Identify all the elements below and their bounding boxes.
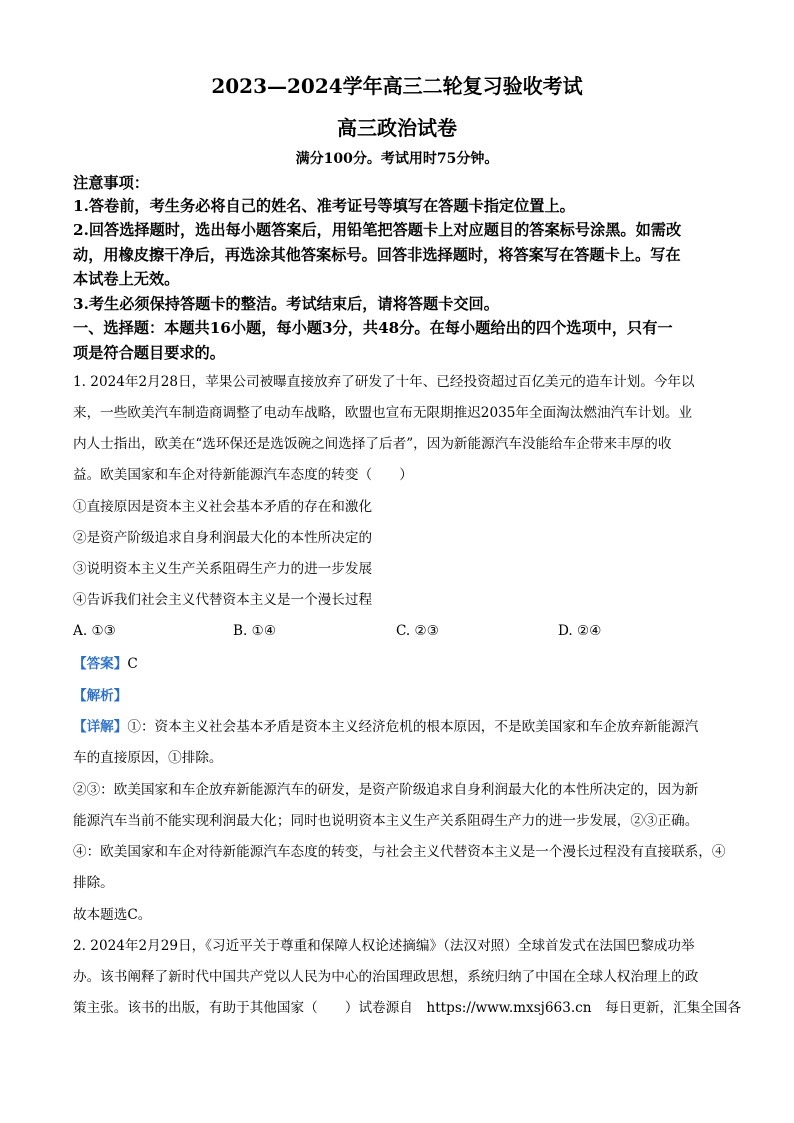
detail-text-1: ①：资本主义社会基本矛盾是资本主义经济危机的根本原因，不是欧美国家和车企放弃新能源汽 <box>127 719 699 735</box>
q1-detail-line-6: 排除。 <box>73 875 114 891</box>
note-2-line-3: 本试卷上无效。 <box>73 270 180 288</box>
q1-option-c: C. ②③ <box>396 623 439 639</box>
q1-statement-3: ③说明资本主义生产关系阻碍生产力的进一步发展 <box>73 561 373 577</box>
q1-stem-line-4: 益。欧美国家和车企对待新能源汽车态度的转变（ ） <box>73 467 413 483</box>
q1-stem-line-3: 内人士指出，欧美在“选环保还是选饭碗之间选择了后者”，因为新能源汽车没能给车企带来丰厚的收 <box>73 436 672 452</box>
q1-detail-line-5: ④：欧美国家和车企对待新能源汽车态度的转变，与社会主义代替资本主义是一个漫长过程没有直接联系，④ <box>73 844 726 860</box>
q1-stem-line-1: 1. 2024年2月28日，苹果公司被曝直接放弃了研发了十年、已经投资超过百亿美元的造车计划。今年以 <box>73 374 695 390</box>
q1-option-b: B. ①④ <box>233 623 277 639</box>
q1-option-d: D. ②④ <box>558 623 602 639</box>
q1-detail-line-2: 车的直接原因，①排除。 <box>73 750 223 766</box>
q2-stem-line-3: 策主张。该书的出版，有助于其他国家（ ）试卷源自 https://www.mxsj663.cn 每日更新，汇集全国各 <box>73 1000 742 1016</box>
analysis-tag: 【解析】 <box>73 688 128 704</box>
detail-tag: 【详解】 <box>73 719 128 735</box>
answer-value: C <box>127 656 138 672</box>
q1-option-a: A. ①③ <box>73 623 116 639</box>
q2-stem-line-1: 2. 2024年2月29日，《习近平关于尊重和保障人权论述摘编》（法汉对照）全球首发式在法国巴黎成功举 <box>73 938 695 954</box>
note-2-line-1: 2.回答选择题时，选出每小题答案后，用铅笔把答题卡上对应题目的答案标号涂黑。如需改 <box>73 221 682 239</box>
exam-subtitle: 高三政治试卷 <box>337 116 457 140</box>
note-1: 1.答卷前，考生务必将自己的姓名、准考证号等填写在答题卡指定位置上。 <box>73 197 575 215</box>
q1-statement-1: ①直接原因是资本主义社会基本矛盾的存在和激化 <box>73 499 373 515</box>
q1-answer <box>73 654 138 674</box>
q1-conclusion: 故本题选C。 <box>73 907 152 923</box>
q1-detail-line-3: ②③：欧美国家和车企放弃新能源汽车的研发，是资产阶级追求自身利润最大化的本性所决定的，因为新 <box>73 782 699 798</box>
exam-title: 2023—2024学年高三二轮复习验收考试 <box>211 74 583 98</box>
section-heading-line-1: 一、选择题：本题共16小题，每小题3分，共48分。在每小题给出的四个选项中，只有一 <box>73 319 673 337</box>
q1-detail-line-4: 能源汽车当前不能实现利润最大化；同时也说明资本主义生产关系阻碍生产力的进一步发展，②③正确。 <box>73 813 699 829</box>
q2-stem-line-2: 办。该书阐释了新时代中国共产党以人民为中心的治国理政思想，系统归纳了中国在全球人权治理上的政 <box>73 969 699 985</box>
q1-statement-2: ②是资产阶级追求自身利润最大化的本性所决定的 <box>73 530 373 546</box>
notes-heading: 注意事项： <box>73 174 149 192</box>
section-heading-line-2: 项是符合题目要求的。 <box>73 344 225 362</box>
q1-detail-line-1 <box>73 717 698 737</box>
q1-analysis-heading <box>73 686 127 706</box>
note-2-line-2: 动，用橡皮擦干净后，再选涂其他答案标号。回答非选择题时，将答案写在答题卡上。写在 <box>73 246 681 264</box>
q1-statement-4: ④告诉我们社会主义代替资本主义是一个漫长过程 <box>73 592 373 608</box>
note-3: 3.考生必须保持答题卡的整洁。考试结束后，请将答题卡交回。 <box>73 295 499 313</box>
answer-tag: 【答案】 <box>73 656 128 672</box>
exam-info: 满分100分。考试用时75分钟。 <box>295 151 499 167</box>
q1-stem-line-2: 来，一些欧美汽车制造商调整了电动车战略，欧盟也宣布无限期推迟2035年全面淘汰燃油汽车计划。业 <box>73 405 693 421</box>
